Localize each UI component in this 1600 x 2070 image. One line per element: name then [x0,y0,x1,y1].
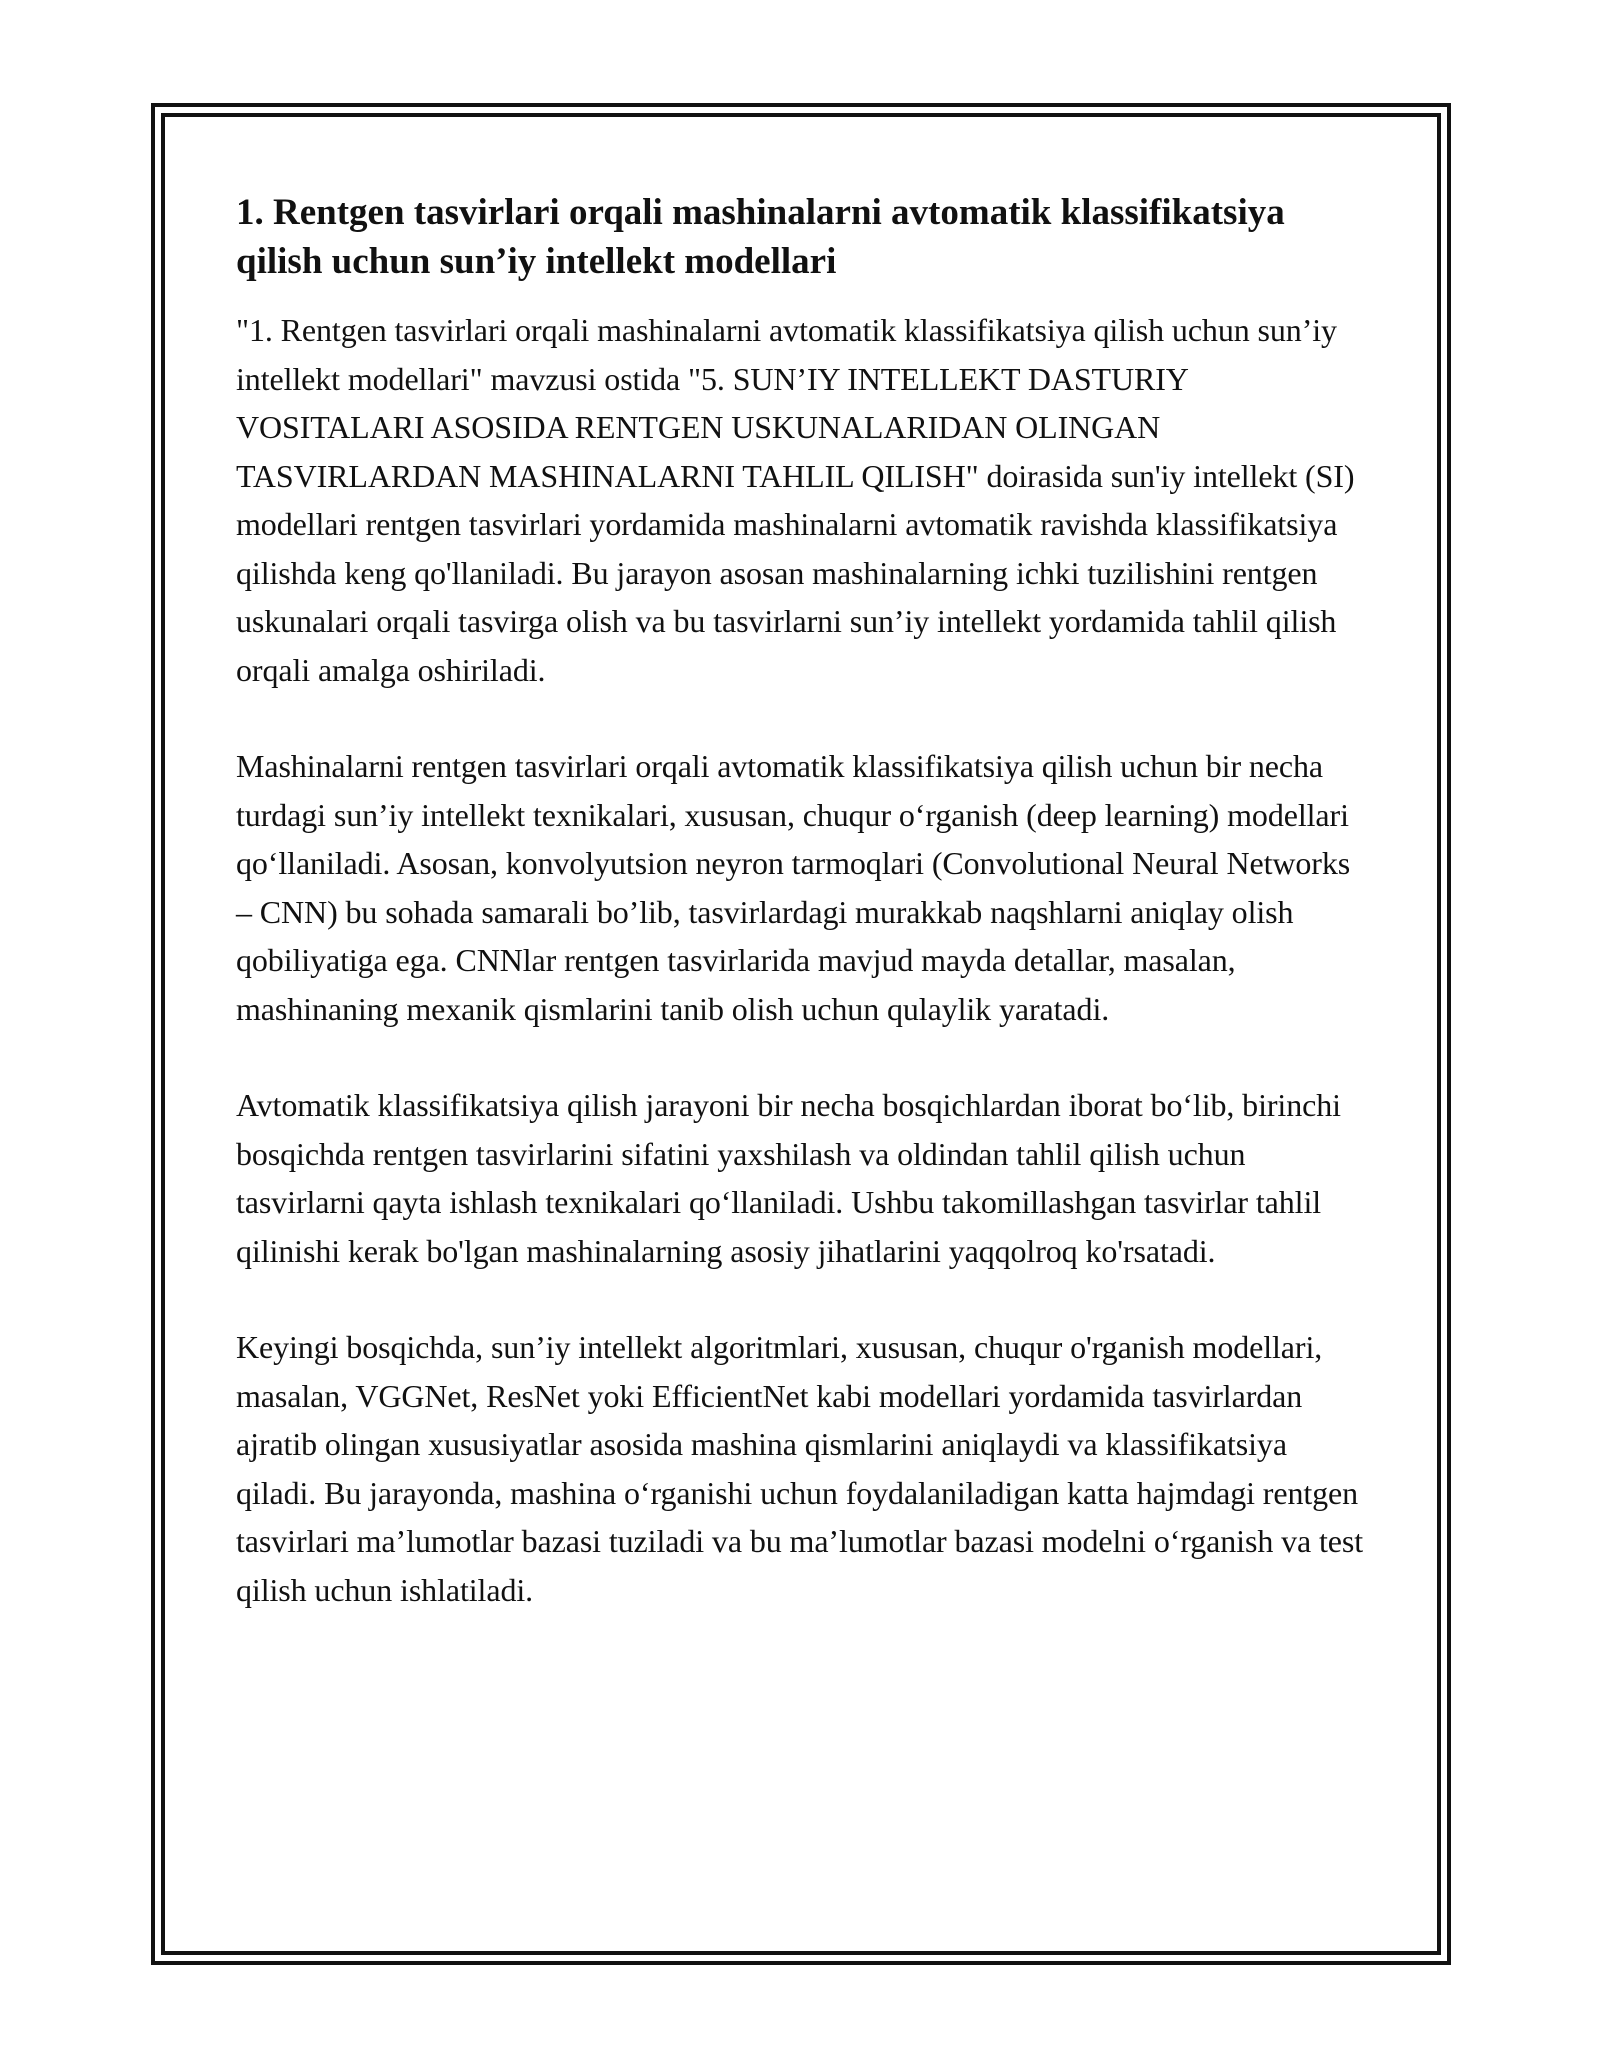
paragraph-3: Avtomatik klassifikatsiya qilish jarayoni bir necha bosqichlardan iborat bo‘lib, birinchi bosqichda rentgen tasvirlarini sifatini yaxshilash va oldindan tahlil qilish uchun tasvirlarni qayta ishlash texnikalari qo‘llaniladi. Ushbu takomillashgan tasvirlar tahlil qilinishi kerak bo'lgan mashinalarning asosiy jihatlarini yaqqolroq ko'rsatadi. [236,1087,1341,1269]
paragraph-1: "1. Rentgen tasvirlari orqali mashinalarni avtomatik klassifikatsiya qilish uchun sun’iy intellekt modellari" mavzusi ostida "5. SUN’IY INTELLEKT DASTURIY VOSITALARI ASOSIDA RENTGEN USKUNALARIDAN OLINGAN TASVIRLARDAN MASHINALARNI TAHLIL QILISH" doirasida sun'iy intellekt (SI) modellari rentgen tasvirlari yordamida mashinalarni avtomatik ravishda klassifikatsiya qilishda keng qo'llaniladi. Bu jarayon asosan mashinalarning ichki tuzilishini rentgen uskunalari orqali tasvirga olish va bu tasvirlarni sun’iy intellekt yordamida tahlil qilish orqali amalga oshiriladi. [236,312,1355,688]
section-heading: 1. Rentgen tasvirlari orqali mashinalarni avtomatik klassifikatsiya qilish uchun sun’iy intellekt modellari [236,192,1285,282]
document-body [236,188,1366,1662]
paragraph-2: Mashinalarni rentgen tasvirlari orqali avtomatik klassifikatsiya qilish uchun bir necha turdagi sun’iy intellekt texnikalari, xususan, chuqur o‘rganish (deep learning) modellari qo‘llaniladi. Asosan, konvolyutsion neyron tarmoqlari (Convolutional Neural Networks – CNN) bu sohada samarali bo’lib, tasvirlardagi murakkab naqshlarni aniqlay olish qobiliyatiga ega. CNNlar rentgen tasvirlarida mavjud mayda detallar, masalan, mashinaning mexanik qismlarini tanib olish uchun qulaylik yaratadi. [236,748,1351,1027]
paragraph-4: Keyingi bosqichda, sun’iy intellekt algoritmlari, xususan, chuqur o'rganish modellari, masalan, VGGNet, ResNet yoki EfficientNet kabi modellari yordamida tasvirlardan ajratib olingan xususiyatlar asosida mashina qismlarini aniqlaydi va klassifikatsiya qiladi. Bu jarayonda, mashina o‘rganishi uchun foydalaniladigan katta hajmdagi rentgen tasvirlari ma’lumotlar bazasi tuziladi va bu ma’lumotlar bazasi modelni o‘rganish va test qilish uchun ishlatiladi. [236,1329,1364,1608]
